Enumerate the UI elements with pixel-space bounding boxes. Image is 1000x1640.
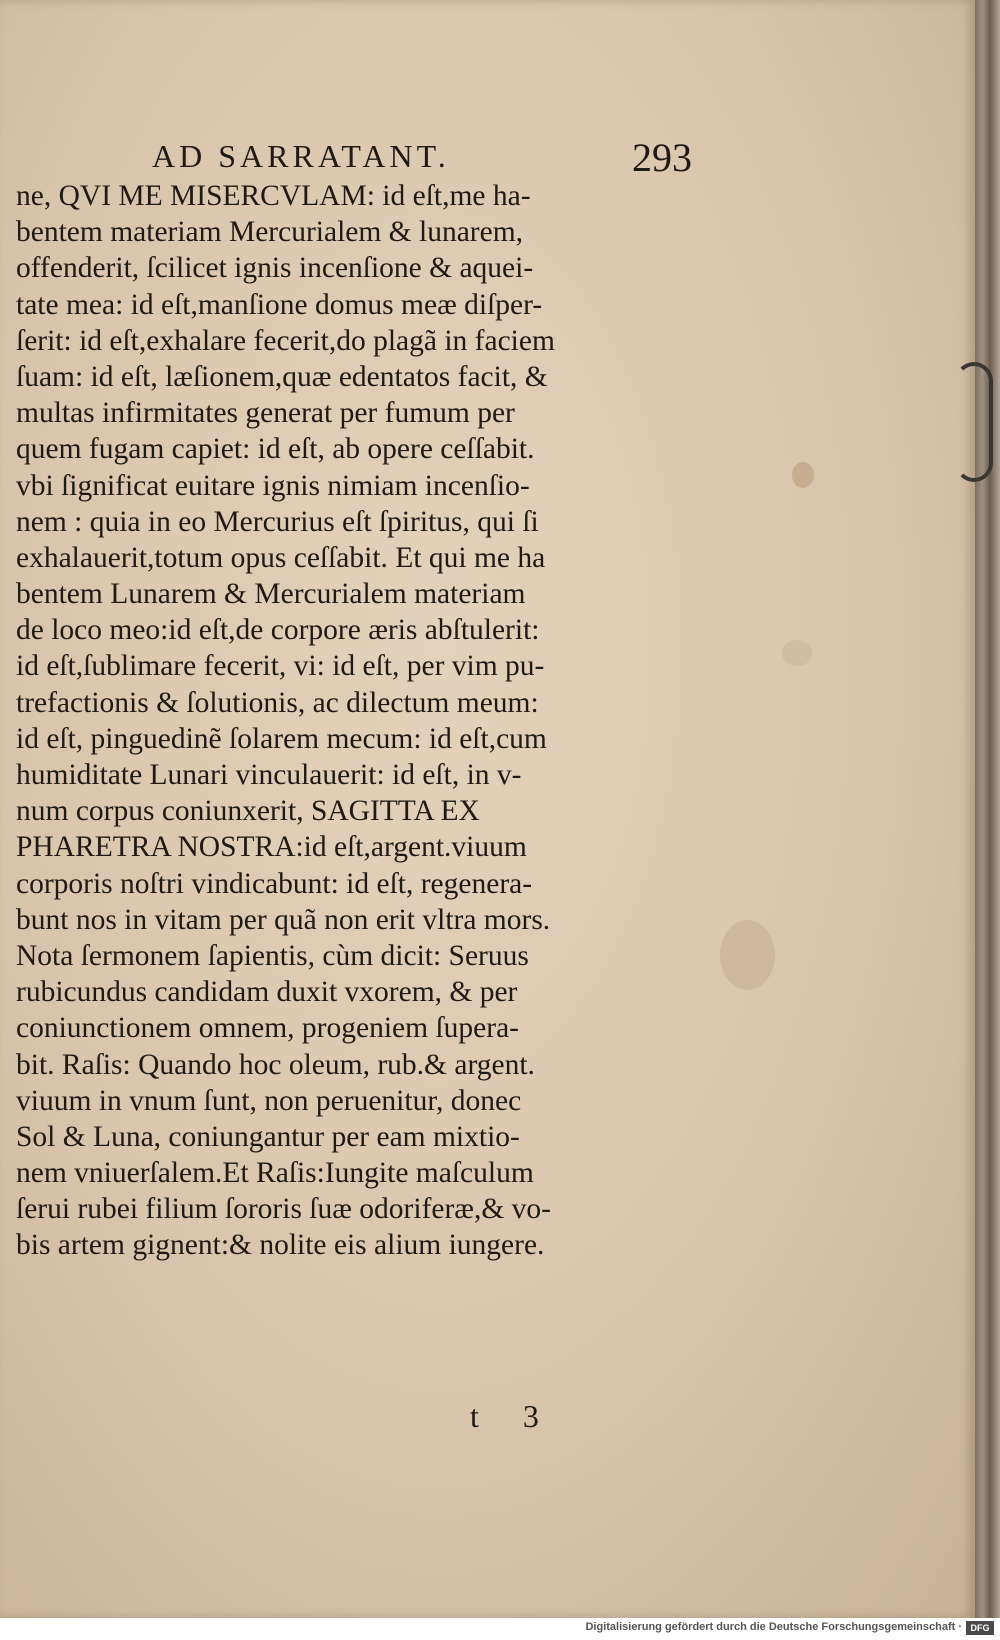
text-line: Sol & Luna, coniungantur per eam mixtio- [16, 1120, 520, 1153]
text-line: bit. Raſis: Quando hoc oleum, rub.& argent. [16, 1048, 535, 1081]
page-edge [975, 0, 1000, 1618]
text-line: bentem Lunarem & Mercurialem materiam [16, 578, 526, 611]
text-line: bentem materiam Mercurialem & lunarem, [16, 216, 524, 249]
text-line: id eſt,ſublimare fecerit, vi: id eſt, per vim pu- [16, 650, 545, 683]
text-line: ſuam: id eſt, læſionem,quæ edentatos facit, & [16, 360, 548, 393]
text-line: humiditate Lunari vinculauerit: id eſt, in v- [16, 759, 522, 791]
text-line: nem : quia in eo Mercurius eſt ſpiritus, qui ſi [16, 505, 539, 538]
text-line: offenderit, ſcilicet ignis incenſione & aquei- [16, 252, 534, 285]
text-line: coniunctionem omnem, progeniem ſupera- [16, 1012, 519, 1045]
text-line: ſerit: id eſt,exhalare fecerit,do plagã in faciem [16, 324, 555, 357]
binding-clip [955, 362, 993, 482]
text-line: bis artem gignent:& nolite eis alium iungere. [16, 1229, 545, 1262]
text-line: tate mea: id eſt,manſione domus meæ diſper- [16, 288, 543, 321]
text-line: bunt nos in vitam per quã non erit vltra mors. [16, 903, 551, 936]
dfg-logo: DFG [966, 1621, 994, 1635]
text-line: PHARETRA NOSTRA:id eſt,argent.viuum [16, 831, 527, 864]
text-line: num corpus coniunxerit, SAGITTA EX [16, 795, 480, 828]
text-line: nem vniuerſalem.Et Raſis:Iungite maſculum [16, 1157, 534, 1190]
text-line: trefactionis & ſolutionis, ac dilectum meum: [16, 686, 539, 719]
text-line: id eſt, pinguedinẽ ſolarem mecum: id eſt,cum [16, 722, 547, 755]
body-text [16, 178, 678, 1264]
text-line: rubicundus candidam duxit vxorem, & per [16, 976, 518, 1009]
foxing-stain [782, 640, 812, 666]
text-line: quem fugam capiet: id eſt, ab opere ceſſabit. [16, 433, 535, 466]
text-line: corporis noſtri vindicabunt: id eſt, regenera- [16, 867, 533, 900]
text-line: ſerui rubei filium ſororis ſuæ odoriferæ,& vo- [16, 1193, 552, 1226]
funding-credit: Digitalisierung gefördert durch die Deutsche Forschungsgemeinschaft · [585, 1621, 962, 1633]
page-number: 293 [632, 135, 692, 180]
text-line: exhalauerit,totum opus ceſſabit. Et qui me ha [16, 541, 546, 574]
text-line: viuum in vnum ſunt, non peruenitur, donec [16, 1084, 522, 1117]
text-line: Nota ſermonem ſapientis, cùm dicit: Seruus [16, 939, 529, 972]
text-line: de loco meo:id eſt,de corpore æris abſtulerit: [16, 614, 540, 647]
page-header [152, 135, 692, 180]
running-head: AD SARRATANT. [152, 138, 450, 174]
text-line: multas infirmitates generat per fumum per [16, 397, 515, 430]
text-line: ne, QVI ME MISERCVLAM: id eſt,me ha- [16, 180, 531, 212]
text-line: vbi ſignificat euitare ignis nimiam incenſio- [16, 469, 530, 502]
signature-mark: t 3 [470, 1398, 557, 1434]
foxing-stain [792, 462, 814, 488]
foxing-stain [720, 920, 775, 990]
footer-bar [0, 1618, 1000, 1640]
